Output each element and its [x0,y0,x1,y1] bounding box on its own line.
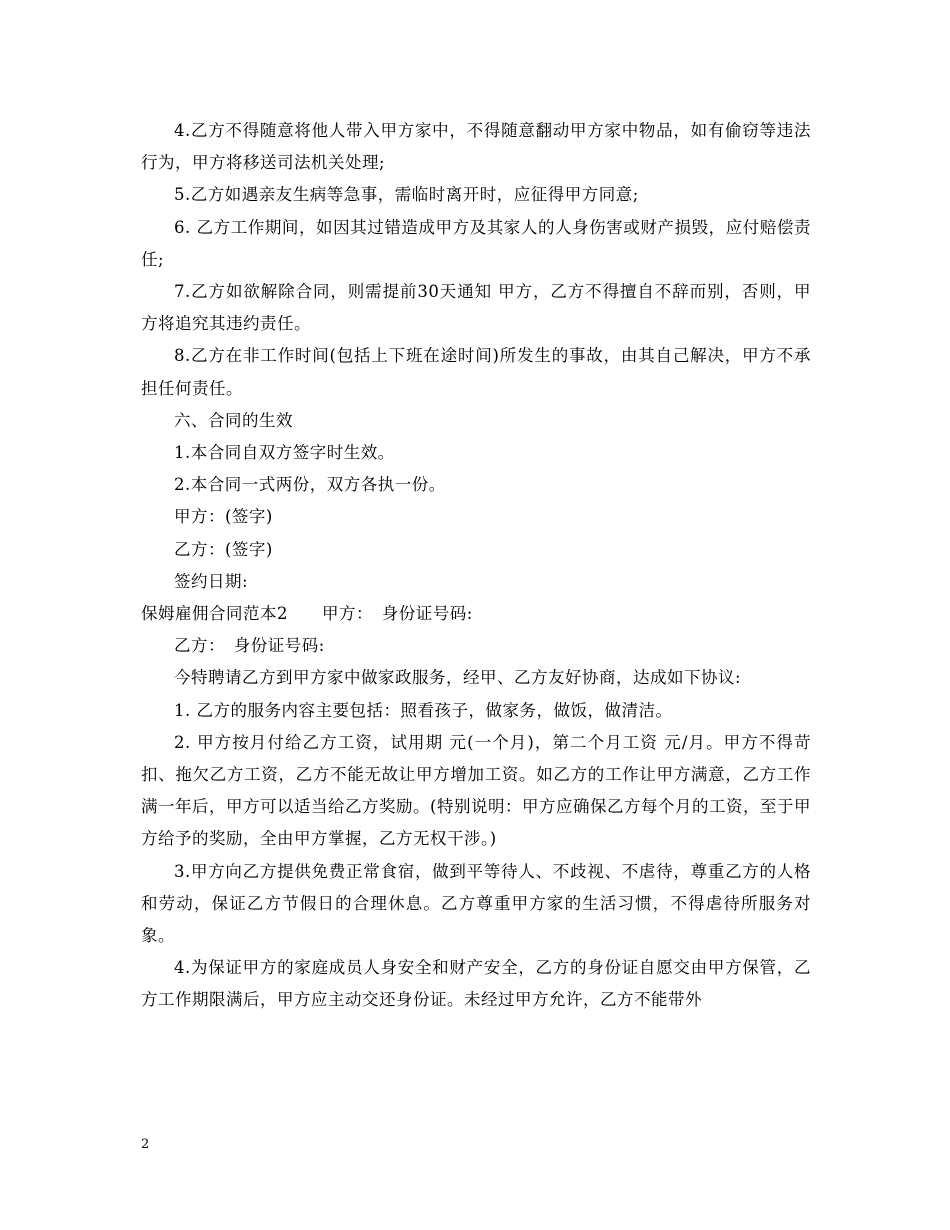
clause-5-emergency-leave: 5.乙方如遇亲友生病等急事，需临时离开时，应征得甲方同意; [174,185,639,205]
section-heading-effect: 六、合同的生效 [174,410,293,430]
effect-clause-2: 2.本合同一式两份，双方各执一份。 [174,475,446,495]
page-number: 2 [141,1137,150,1152]
service-clause-2-wages: 2. 甲方按月付给乙方工资，试用期 元(一个月)，第二个月工资 元/月。甲方不得苛扣、拖欠乙方工资，乙方不能无故让甲方增加工资。如乙方的工作让甲方满意，乙方工作满一年后，甲方可以适当给乙方奖励。(特别说明：甲方应确保乙方每个月的工资，至于甲方给予的奖励，全由甲方掌握，乙方无权干涉。) [141,732,811,849]
party-b-id-line: 乙方： 身份证号码: [174,636,325,656]
party-b-signature: 乙方：(签字) [174,539,273,559]
clause-7-termination: 7.乙方如欲解除合同，则需提前30天通知 甲方，乙方不得擅自不辞而别，否则，甲方将追究其违约责任。 [141,282,811,334]
service-clause-1: 1. 乙方的服务内容主要包括：照看孩子，做家务，做饭，做清洁。 [174,700,673,720]
party-a-signature: 甲方：(签字) [174,507,273,527]
clause-8-off-duty-accidents: 8.乙方在非工作时间(包括上下班在途时间)所发生的事故，由其自己解决，甲方不承担任何责任。 [141,346,811,398]
effect-clause-1: 1.本合同自双方签字时生效。 [174,443,395,463]
signing-date: 签约日期: [174,571,249,591]
document-body [141,115,811,1017]
clause-6-liability: 6. 乙方工作期间，如因其过错造成甲方及其家人的人身伤害或财产损毁，应付赔偿责任; [141,217,811,269]
service-clause-4-id-custody: 4.为保证甲方的家庭成员人身安全和财产安全，乙方的身份证自愿交由甲方保管，乙方工作期限满后，甲方应主动交还身份证。未经过甲方允许，乙方不能带外 [141,958,811,1010]
service-clause-3-accommodation: 3.甲方向乙方提供免费正常食宿，做到平等待人、不歧视、不虐待，尊重乙方的人格和劳动，保证乙方节假日的合理休息。乙方尊重甲方家的生活习惯，不得虐待所服务对象。 [141,861,811,946]
agreement-preamble: 今特聘请乙方到甲方家中做家政服务，经甲、乙方友好协商，达成如下协议: [174,668,742,688]
template-2-title-line: 保姆雇佣合同范本2 甲方： 身份证号码: [141,604,473,624]
clause-4-no-outsiders: 4.乙方不得随意将他人带入甲方家中，不得随意翻动甲方家中物品，如有偷窃等违法行为，甲方将移送司法机关处理; [141,121,811,173]
